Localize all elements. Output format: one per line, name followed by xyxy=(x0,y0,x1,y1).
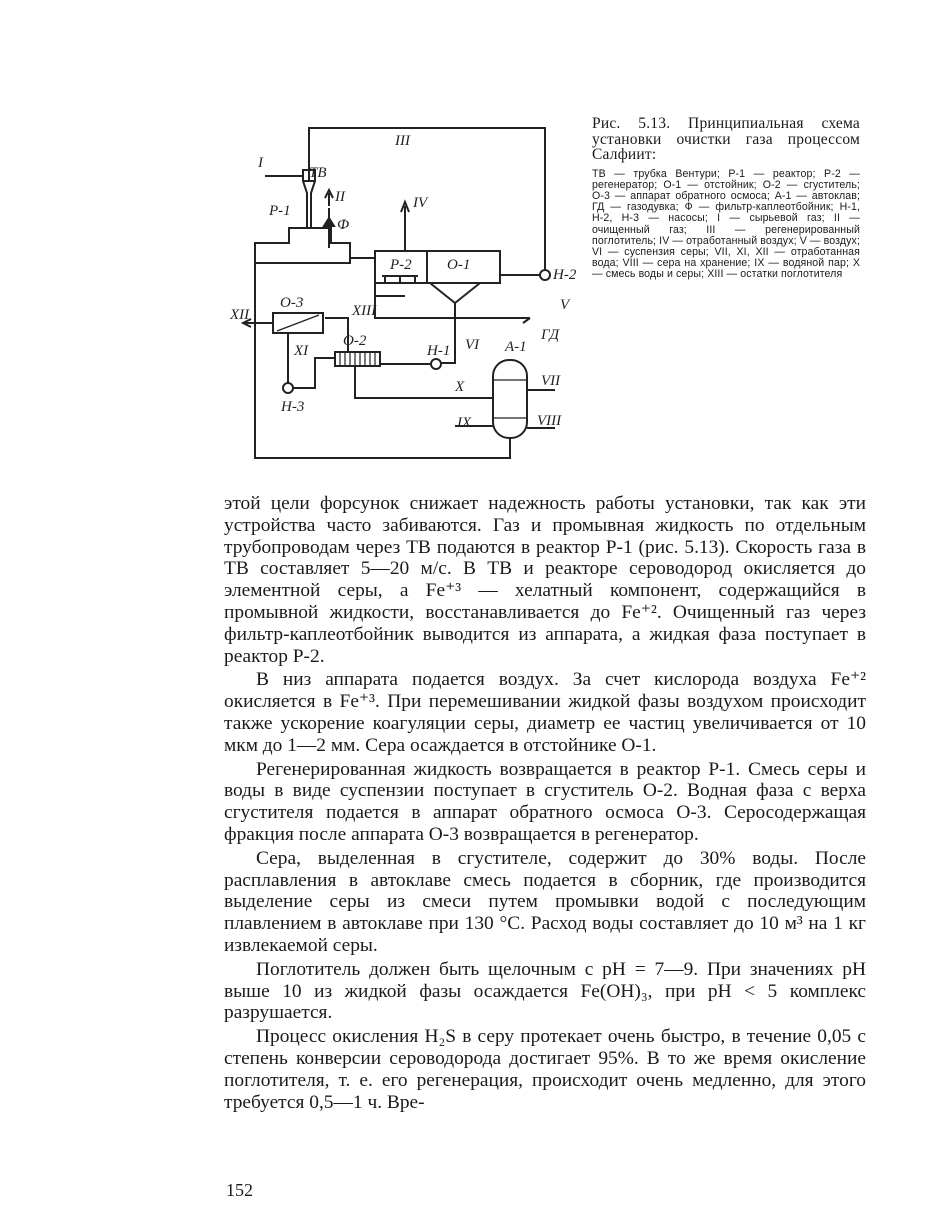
label-filter: Ф xyxy=(337,217,350,233)
label-stream-6: VI xyxy=(465,337,480,353)
figure-caption xyxy=(592,116,860,281)
label-stream-1: I xyxy=(258,155,263,171)
paragraph-1: этой цели форсунок снижает надежность работы установки, так как эти устройства часто забиваются. Газ и промывная жидкость по отдельным трубопроводам через ТВ подаются в реактор Р-1 (рис. 5.13). Скорость газа в ТВ составляет 5—20 м/с. В ТВ и реакторе сероводород окисляется до элементной серы, а Fe⁺³ — хелатный компонент, содержащийся в промывной жидкости, восстанавливается до Fe⁺². Очищенный газ через фильтр-каплеотбойник выводится из аппарата, а жидкая фаза поступает в реактор Р-2. xyxy=(224,493,866,667)
label-a1: А-1 xyxy=(505,339,527,355)
label-n2: Н-2 xyxy=(553,267,577,283)
autoclave-a1 xyxy=(493,360,527,438)
label-o1: О-1 xyxy=(447,257,471,273)
label-r1: Р-1 xyxy=(269,203,291,219)
label-stream-5: V xyxy=(560,297,570,313)
caption-legend: ТВ — трубка Вентури; Р-1 — реактор; Р-2 — регенератор; О-1 — отстойник; О-2 — сгуститель; О-3 — аппарат обратного осмоса; А-1 — автоклав; ГД — газодувка; Ф — фильтр-каплеотбойник; Н-1, Н-2, Н-3 — насосы; I — сырьевой газ; II — очищенный газ; III — регенерированный поглотитель; IV — отработанный воздух; V — воздух; VI — суспензия серы; VII, XI, XII — отработанная вода; VIII — сера на хранение; IX — водяной пар; X — смесь воды и серы; XIII — остатки поглотителя xyxy=(592,167,860,281)
paragraph-6: Процесс окисления H₂S в серу протекает очень быстро, в течение 0,05 с степень конверсии сероводорода достигает 95%. В то же время окисление поглотителя, т. е. его регенерация, происходит очень медленно, для этого требуется 0,5—1 ч. Вре- xyxy=(224,1026,866,1113)
label-stream-2: II xyxy=(335,189,345,205)
label-o2: О-2 xyxy=(343,333,367,349)
label-n3: Н-3 xyxy=(281,399,305,415)
label-stream-8: VIII xyxy=(537,413,562,429)
label-stream-4: IV xyxy=(413,195,428,211)
label-n1: Н-1 xyxy=(427,343,451,359)
process-flow-diagram xyxy=(225,118,595,468)
caption-title: Рис. 5.13. Принципиальная схема установки очистки газа процессом Салфиит: xyxy=(592,115,860,163)
thickener-o2 xyxy=(335,352,380,366)
paragraph-5: Поглотитель должен быть щелочным с pH = 7—9. При значениях pH выше 10 из жидкой фазы осаждается Fe(OH)₃, при pH < 5 комплекс разрушается. xyxy=(224,958,866,1024)
paragraph-2: В низ аппарата подается воздух. За счет кислорода воздуха Fe⁺² окисляется в Fe⁺³. При перемешивании жидкой фазы воздухом происходит также ускорение коагуляции серы, диаметр ее частиц увеличивается от 10 мкм до 1—2 мм. Сера осаждается в отстойнике О-1. xyxy=(224,669,866,756)
label-r2: Р-2 xyxy=(390,257,412,273)
paragraph-3: Регенерированная жидкость возвращается в реактор Р-1. Смесь серы и воды в виде суспензии поступает в сгуститель О-2. Водная фаза с верха сгустителя подается в аппарат обратного осмоса О-3. Серосодержащая фракция после аппарата О-3 возвращается в регенератор. xyxy=(224,758,866,845)
label-stream-10: X xyxy=(455,379,465,395)
label-stream-13: XIII xyxy=(352,303,377,319)
label-stream-7: VII xyxy=(541,373,561,389)
reactor-r1 xyxy=(255,228,350,263)
page-number: 152 xyxy=(226,1180,253,1200)
label-tv: ТВ xyxy=(309,165,327,181)
label-stream-12: XII xyxy=(230,307,250,323)
label-stream-9: IX xyxy=(457,415,472,431)
label-o3: О-3 xyxy=(280,295,304,311)
label-gd: ГД xyxy=(541,327,560,343)
body-text xyxy=(224,493,866,1113)
paragraph-4: Сера, выделенная в сгустителе, содержит до 30% воды. После расплавления в автоклаве смесь подается в сборник, где производится выделение серы из смеси путем промывки водой с последующим плавлением в автоклаве при 130 °С. Расход воды составляет до 10 м³ на 1 кг извлекаемой серы. xyxy=(224,847,866,956)
label-stream-11: XI xyxy=(294,343,309,359)
label-stream-3: III xyxy=(395,133,410,149)
